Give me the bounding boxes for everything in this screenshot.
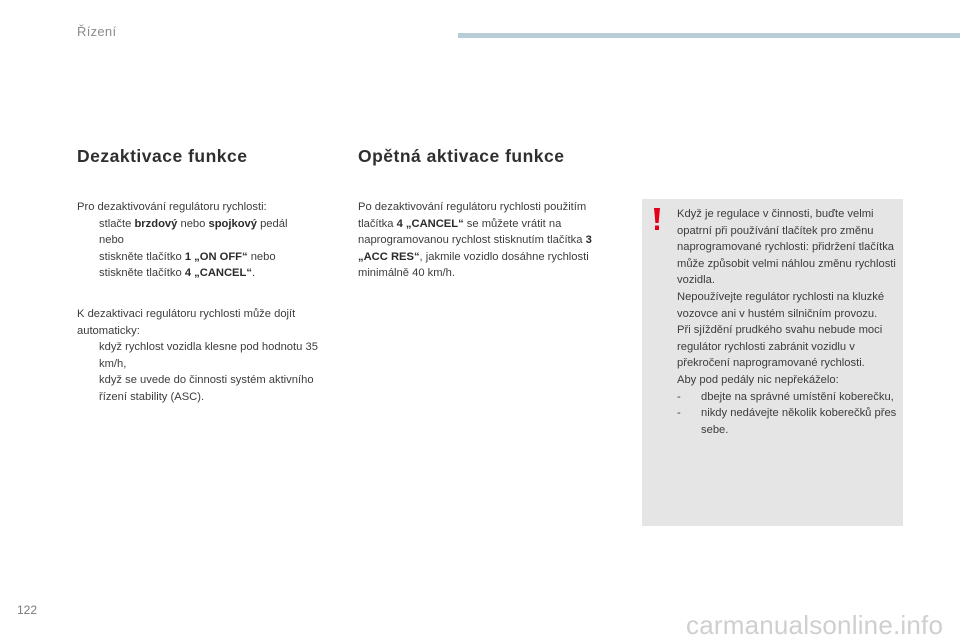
para-text: Po dezaktivování regulátoru rychlosti použitím tlačítka: [358, 201, 587, 230]
item-text: stiskněte tlačítko: [99, 250, 185, 263]
para-bold: 3 „ACC RES“: [358, 234, 592, 263]
item-text: .: [251, 267, 256, 280]
item-text: nebo: [99, 234, 124, 247]
dash-mark: -: [677, 390, 681, 403]
section-title: Řízení: [77, 24, 117, 39]
item-text: dbejte na správné umístění koberečku,: [701, 390, 894, 403]
list-item: [677, 405, 899, 438]
deactivation-intro: Pro dezaktivování regulátoru rychlosti:: [77, 201, 267, 213]
header-bar: [458, 33, 960, 38]
item-text: když se uvede do činnosti systém aktivního řízení stability (ASC).: [99, 374, 314, 403]
deactivation-manual-block: [77, 199, 342, 282]
item-text: pedál: [256, 217, 288, 230]
para-text: se můžete vrátit na naprogramovanou rychlost stisknutím tlačítka: [358, 217, 586, 247]
item-text: když rychlost vozidla klesne pod hodnotu 35 km/h,: [99, 341, 318, 370]
list-item: [77, 249, 342, 266]
warning-text: [677, 206, 899, 438]
warning-paragraph: Aby pod pedály nic nepřekáželo:: [677, 373, 839, 386]
list-item: [77, 372, 342, 405]
heading-deactivation: Dezaktivace funkce: [77, 146, 248, 166]
auto-intro: K dezaktivaci regulátoru rychlosti může dojít automaticky:: [77, 308, 296, 337]
item-text: stlačte: [99, 217, 135, 230]
item-bold: 1 „ON OFF“: [184, 250, 248, 263]
warning-paragraph: Když je regulace v činnosti, buďte velmi opatrní při používání tlačítek pro změnu naprogramované rychlosti: přidržení tlačítka může způsobit velmi náhlou změnu rychlosti vozidla.: [677, 208, 896, 287]
list-item: [677, 389, 899, 406]
para-bold: 4 „CANCEL“: [396, 217, 464, 230]
item-text: stiskněte tlačítko: [99, 267, 185, 280]
deactivation-auto-block: [77, 306, 342, 406]
item-text: nebo: [247, 250, 276, 263]
warning-paragraph: Při sjíždění prudkého svahu nebude moci regulátor rychlosti zabránit vozidlu v překročení naprogramované rychlosti.: [677, 324, 883, 370]
item-text: nebo: [177, 217, 209, 230]
page-number: 122: [17, 603, 38, 617]
item-bold: brzdový: [134, 217, 178, 230]
dash-mark: -: [677, 407, 681, 420]
list-item: [77, 216, 342, 249]
para-text: , jakmile vozidlo dosáhne rychlosti minimálně 40 km/h.: [358, 250, 589, 280]
item-bold: spojkový: [208, 217, 257, 230]
heading-reactivation: Opětná aktivace funkce: [358, 146, 565, 166]
watermark: carmanualsonline.info: [686, 610, 944, 640]
reactivation-paragraph: [358, 199, 623, 282]
item-bold: 4 „CANCEL“: [184, 267, 252, 280]
item-text: nikdy nedávejte několik koberečků přes sebe.: [701, 407, 897, 436]
list-item: [77, 339, 342, 372]
warning-icon: [652, 207, 662, 231]
warning-paragraph: Nepoužívejte regulátor rychlosti na kluzké vozovce ani v hustém silničním provozu.: [677, 290, 885, 320]
list-item: [77, 265, 342, 282]
